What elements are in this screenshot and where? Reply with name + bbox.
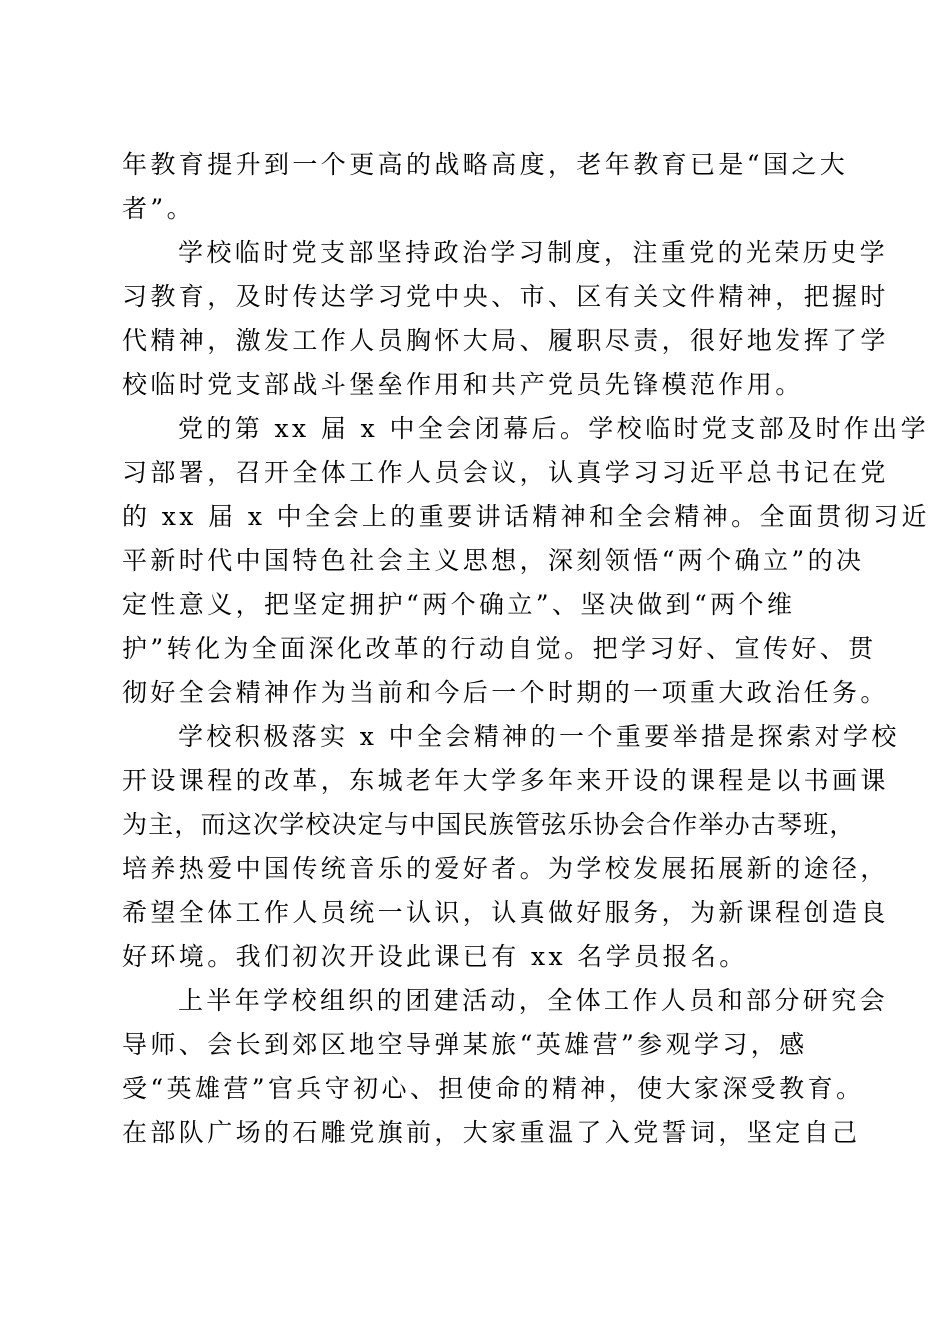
text-line: 受“英雄营”官兵守初心、担使命的精神，使大家深受教育。	[122, 1074, 865, 1103]
text-line: 党的第 xx 届 x 中全会闭幕后。学校临时党支部及时作出学	[178, 414, 930, 443]
text-line: 习教育，及时传达学习党中央、市、区有关文件精神，把握时	[122, 282, 889, 311]
text-line: 护”转化为全面深化改革的行动自觉。把学习好、宣传好、贯	[122, 634, 877, 663]
text-line: 开设课程的改革，东城老年大学多年来开设的课程是以书画课	[122, 766, 889, 795]
text-line: 平新时代中国特色社会主义思想，深刻领悟“两个确立”的决	[122, 546, 865, 575]
text-line: 年教育提升到一个更高的战略高度，老年教育已是“国之大	[122, 150, 849, 179]
text-line: 者”。	[122, 194, 195, 223]
text-line: 定性意义，把坚定拥护“两个确立”、坚决做到“两个维	[122, 590, 796, 619]
text-line: 为主，而这次学校决定与中国民族管弦乐协会合作举办古琴班，	[122, 810, 856, 839]
document-body	[122, 143, 930, 1155]
text-line: 校临时党支部战斗堡垒作用和共产党员先锋模范作用。	[122, 370, 804, 399]
paragraph-1	[122, 143, 849, 231]
text-line: 上半年学校组织的团建活动，全体工作人员和部分研究会	[178, 986, 889, 1015]
paragraph-5	[122, 979, 889, 1155]
text-line: 培养热爱中国传统音乐的爱好者。为学校发展拓展新的途径，	[122, 854, 889, 883]
text-line: 习部署，召开全体工作人员会议，认真学习习近平总书记在党	[122, 458, 889, 487]
paragraph-2	[122, 231, 889, 407]
text-line: 希望全体工作人员统一认识，认真做好服务，为新课程创造良	[122, 898, 889, 927]
text-line: 学校临时党支部坚持政治学习制度，注重党的光荣历史学	[178, 238, 889, 267]
paragraph-3	[122, 407, 930, 715]
text-line: 好环境。我们初次开设此课已有 xx 名学员报名。	[122, 942, 748, 971]
paragraph-4	[122, 715, 900, 979]
text-line: 的 xx 届 x 中全会上的重要讲话精神和全会精神。全面贯彻习近	[122, 502, 930, 531]
text-line: 彻好全会精神作为当前和今后一个时期的一项重大政治任务。	[122, 678, 889, 707]
text-line: 导师、会长到郊区地空导弹某旅“英雄营”参观学习，感	[122, 1030, 808, 1059]
text-line: 学校积极落实 x 中全会精神的一个重要举措是探索对学校	[178, 722, 900, 751]
text-line: 在部队广场的石雕党旗前，大家重温了入党誓词，坚定自己	[122, 1118, 861, 1147]
text-line: 代精神，激发工作人员胸怀大局、履职尽责，很好地发挥了学	[122, 326, 889, 355]
